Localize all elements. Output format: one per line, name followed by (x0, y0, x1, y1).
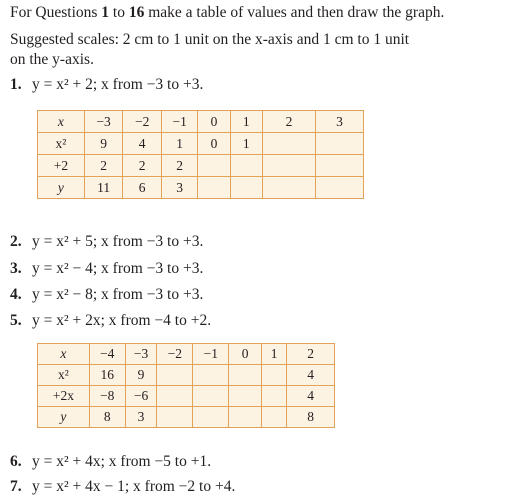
question-7 (10, 477, 235, 497)
table-cell: −1 (161, 111, 197, 133)
table-cell (157, 386, 193, 407)
table-cell: −8 (89, 386, 125, 407)
table-cell: 2 (287, 344, 335, 365)
question-number: 6. (10, 453, 22, 470)
table-cell (157, 407, 193, 428)
row-header-cell: y (38, 407, 90, 428)
instructions-line-1: For Questions 1 to 16 make a table of values and then draw the graph. (10, 4, 445, 21)
table-cell: 0 (229, 344, 262, 365)
table-cell: −3 (125, 344, 157, 365)
question-text: y = x² − 8; x from −3 to +3. (32, 286, 204, 303)
table-row (38, 344, 335, 365)
question-number: 2. (10, 233, 22, 250)
table-cell (229, 407, 262, 428)
table-cell: 2 (123, 155, 162, 177)
table-cell (262, 365, 287, 386)
table-cell: 11 (84, 177, 123, 199)
table-cell (316, 155, 364, 177)
question-text: y = x² + 4x; x from −5 to +1. (32, 453, 212, 470)
question-text: y = x² + 2x; x from −4 to +2. (32, 312, 212, 329)
table-cell (193, 365, 229, 386)
table-cell: 8 (89, 407, 125, 428)
question-start-number: 1 (101, 4, 110, 21)
table-cell (230, 155, 262, 177)
table-cell: −6 (125, 386, 157, 407)
table-row (38, 111, 364, 133)
table-cell: 3 (125, 407, 157, 428)
question-number: 7. (10, 478, 22, 495)
question-3 (10, 259, 203, 279)
table-cell (193, 407, 229, 428)
table-cell: 4 (287, 365, 335, 386)
table-cell: 2 (161, 155, 197, 177)
table-cell: 2 (84, 155, 123, 177)
table-cell: 1 (262, 344, 287, 365)
table-cell (262, 133, 315, 155)
table-cell (316, 177, 364, 199)
row-header-cell: x² (38, 365, 90, 386)
question-text: y = x² − 4; x from −3 to +3. (32, 260, 204, 277)
table-cell: 1 (230, 133, 262, 155)
question-number: 5. (10, 312, 22, 329)
question-2 (10, 232, 203, 252)
question-text: y = x² + 5; x from −3 to +3. (32, 233, 204, 250)
table-cell (262, 407, 287, 428)
values-table-2 (37, 343, 335, 428)
question-number: 3. (10, 260, 22, 277)
table-cell: −2 (123, 111, 162, 133)
row-header-cell: x (38, 344, 90, 365)
question-4 (10, 285, 203, 305)
row-header-cell: x² (38, 133, 85, 155)
row-header-cell: x (38, 111, 85, 133)
table-cell: 2 (262, 111, 315, 133)
table-cell (316, 133, 364, 155)
question-number: 1. (10, 76, 22, 93)
table-cell: 4 (287, 386, 335, 407)
table-cell (229, 386, 262, 407)
table-cell (229, 365, 262, 386)
question-text: y = x² + 4x − 1; x from −2 to +4. (32, 478, 236, 495)
table-cell: 9 (125, 365, 157, 386)
table-cell (230, 177, 262, 199)
table-cell: 1 (161, 133, 197, 155)
table-cell: −4 (89, 344, 125, 365)
row-header-cell: y (38, 177, 85, 199)
table-cell (262, 155, 315, 177)
table-row (38, 133, 364, 155)
table-cell: 16 (89, 365, 125, 386)
instructions-line-3: on the y-axis. (10, 51, 94, 68)
table-cell (198, 155, 230, 177)
table-cell: −3 (84, 111, 123, 133)
question-text: y = x² + 2; x from −3 to +3. (32, 76, 204, 93)
table-cell: 1 (230, 111, 262, 133)
table-cell (157, 365, 193, 386)
table-cell (198, 177, 230, 199)
table-row (38, 155, 364, 177)
table-cell (193, 386, 229, 407)
row-header-cell: +2 (38, 155, 85, 177)
table-cell: 6 (123, 177, 162, 199)
question-6 (10, 452, 211, 472)
instructions-line-2: Suggested scales: 2 cm to 1 unit on the x-axis and 1 cm to 1 unit (10, 31, 410, 48)
table-cell: −1 (193, 344, 229, 365)
values-table-1 (37, 110, 364, 199)
table-cell: 0 (198, 111, 230, 133)
table-cell: 8 (287, 407, 335, 428)
table-cell: 9 (84, 133, 123, 155)
table-row (38, 386, 335, 407)
table-cell: 3 (161, 177, 197, 199)
table-cell: 3 (316, 111, 364, 133)
question-end-number: 16 (128, 4, 145, 21)
question-number: 4. (10, 286, 22, 303)
table-cell: 4 (123, 133, 162, 155)
table-row (38, 365, 335, 386)
table-cell: 0 (198, 133, 230, 155)
row-header-cell: +2x (38, 386, 90, 407)
question-5 (10, 311, 211, 331)
question-1 (10, 75, 203, 95)
table-cell: −2 (157, 344, 193, 365)
table-row (38, 407, 335, 428)
table-cell (262, 386, 287, 407)
table-cell (262, 177, 315, 199)
table-row (38, 177, 364, 199)
